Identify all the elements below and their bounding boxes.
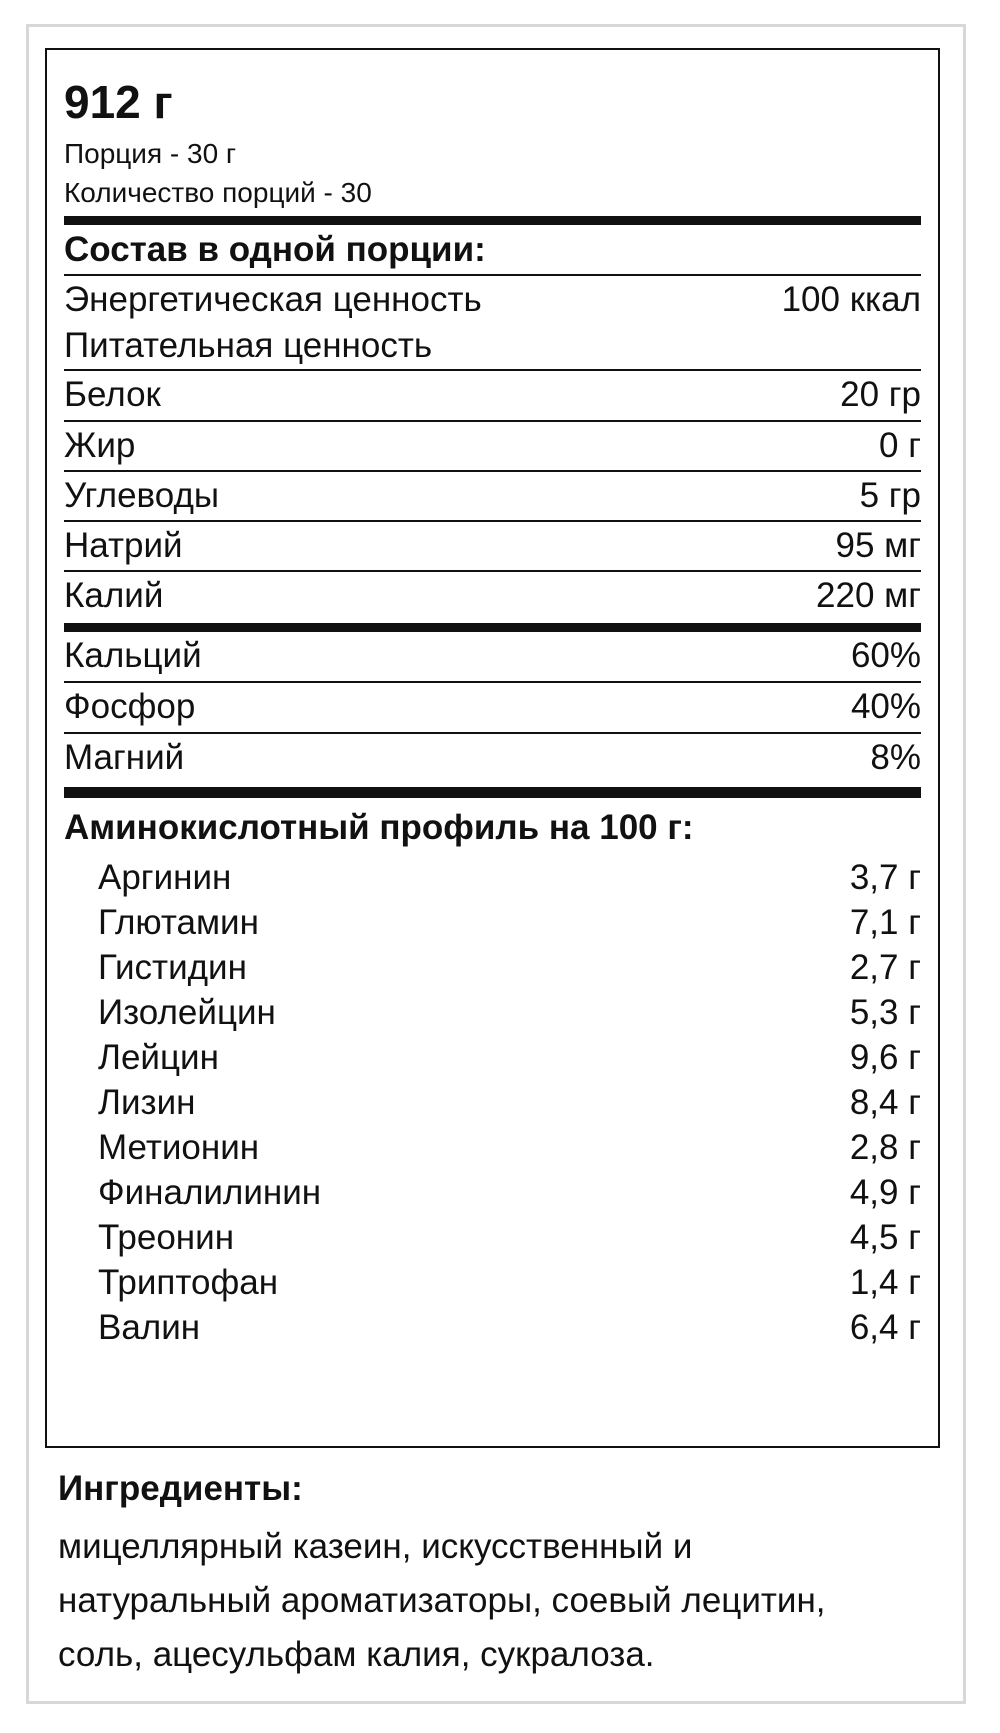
amino-name: Лейцин — [98, 1038, 219, 1077]
serving-size: Порция - 30 г — [64, 138, 237, 169]
amino-name: Финалилинин — [98, 1173, 322, 1212]
nutrient-value: 0 г — [879, 426, 921, 465]
amino-row — [98, 899, 921, 947]
amino-name: Метионин — [98, 1128, 260, 1167]
mineral-name: Магний — [64, 738, 185, 777]
amino-value: 7,1 г — [849, 903, 921, 942]
amino-value: 1,4 г — [849, 1263, 921, 1302]
amino-value: 3,7 г — [849, 858, 921, 897]
amino-value: 4,5 г — [849, 1218, 921, 1257]
mineral-value: 40% — [850, 687, 921, 726]
amino-value: 2,8 г — [849, 1128, 921, 1167]
nutrient-name: Белок — [64, 375, 161, 414]
amino-title-text: Аминокислотный профиль на 100 г: — [64, 808, 694, 847]
nutrient-value: 220 мг — [816, 576, 921, 615]
energy-value: 100 ккал — [781, 280, 921, 319]
amino-value: 5,3 г — [849, 993, 921, 1032]
amino-value: 8,4 г — [849, 1083, 921, 1122]
nutrient-value: 20 гр — [840, 375, 921, 414]
amino-name: Триптофан — [98, 1263, 279, 1302]
amino-row — [98, 1214, 921, 1262]
mineral-row — [64, 683, 921, 731]
amino-title — [64, 804, 921, 852]
thick-divider — [64, 787, 921, 798]
nutrient-value: 95 мг — [835, 526, 921, 565]
nutrient-name: Калий — [64, 576, 164, 615]
composition-title — [64, 226, 921, 274]
amino-name: Аргинин — [98, 858, 232, 897]
nutrient-name: Жир — [64, 426, 136, 465]
amino-value: 9,6 г — [849, 1038, 921, 1077]
nutrient-row — [64, 522, 921, 570]
package-weight: 912 г — [64, 76, 173, 128]
ingredients-text — [58, 1520, 938, 1682]
ingredients-line: соль, ацесульфам калия, сукралоза. — [58, 1635, 655, 1674]
amino-value: 2,7 г — [849, 948, 921, 987]
nutrient-name: Углеводы — [64, 476, 220, 515]
amino-name: Валин — [98, 1308, 201, 1347]
nutrient-row — [64, 371, 921, 419]
mineral-value: 60% — [850, 636, 921, 675]
amino-row — [98, 1169, 921, 1217]
amino-value: 6,4 г — [849, 1308, 921, 1347]
nutrition-label: Питательная ценность — [64, 326, 433, 365]
nutrient-value: 5 гр — [859, 476, 921, 515]
nutrient-row — [64, 472, 921, 520]
mineral-name: Фосфор — [64, 687, 196, 726]
amino-row — [98, 1259, 921, 1307]
amino-row — [98, 1034, 921, 1082]
nutrition-facts-panel — [45, 48, 940, 1448]
amino-name: Треонин — [98, 1218, 235, 1257]
amino-row — [98, 1079, 921, 1127]
mineral-name: Кальций — [64, 636, 202, 675]
nutrient-row — [64, 422, 921, 470]
ingredients-line: мицеллярный казеин, искусственный и — [58, 1527, 693, 1566]
servings-count: Количество порций - 30 — [64, 177, 372, 208]
amino-name: Гистидин — [98, 948, 247, 987]
thick-divider — [64, 216, 921, 225]
amino-name: Лизин — [98, 1083, 196, 1122]
energy-row — [64, 276, 921, 324]
mineral-value: 8% — [870, 738, 921, 777]
amino-row — [98, 1124, 921, 1172]
amino-row — [98, 944, 921, 992]
amino-row — [98, 989, 921, 1037]
amino-row — [98, 854, 921, 902]
nutrient-row — [64, 572, 921, 620]
amino-row — [98, 1304, 921, 1352]
amino-value: 4,9 г — [849, 1173, 921, 1212]
amino-name: Изолейцин — [98, 993, 276, 1032]
ingredients-title: Ингредиенты: — [58, 1469, 303, 1508]
mineral-row — [64, 632, 921, 680]
amino-name: Глютамин — [98, 903, 259, 942]
nutrient-name: Натрий — [64, 526, 183, 565]
mineral-row — [64, 734, 921, 782]
composition-title-text: Состав в одной порции: — [64, 230, 486, 269]
ingredients-line: натуральный ароматизаторы, соевый лецитин, — [58, 1581, 826, 1620]
thick-divider — [64, 623, 921, 632]
nutrition-row — [64, 322, 921, 370]
energy-label: Энергетическая ценность — [64, 280, 482, 319]
